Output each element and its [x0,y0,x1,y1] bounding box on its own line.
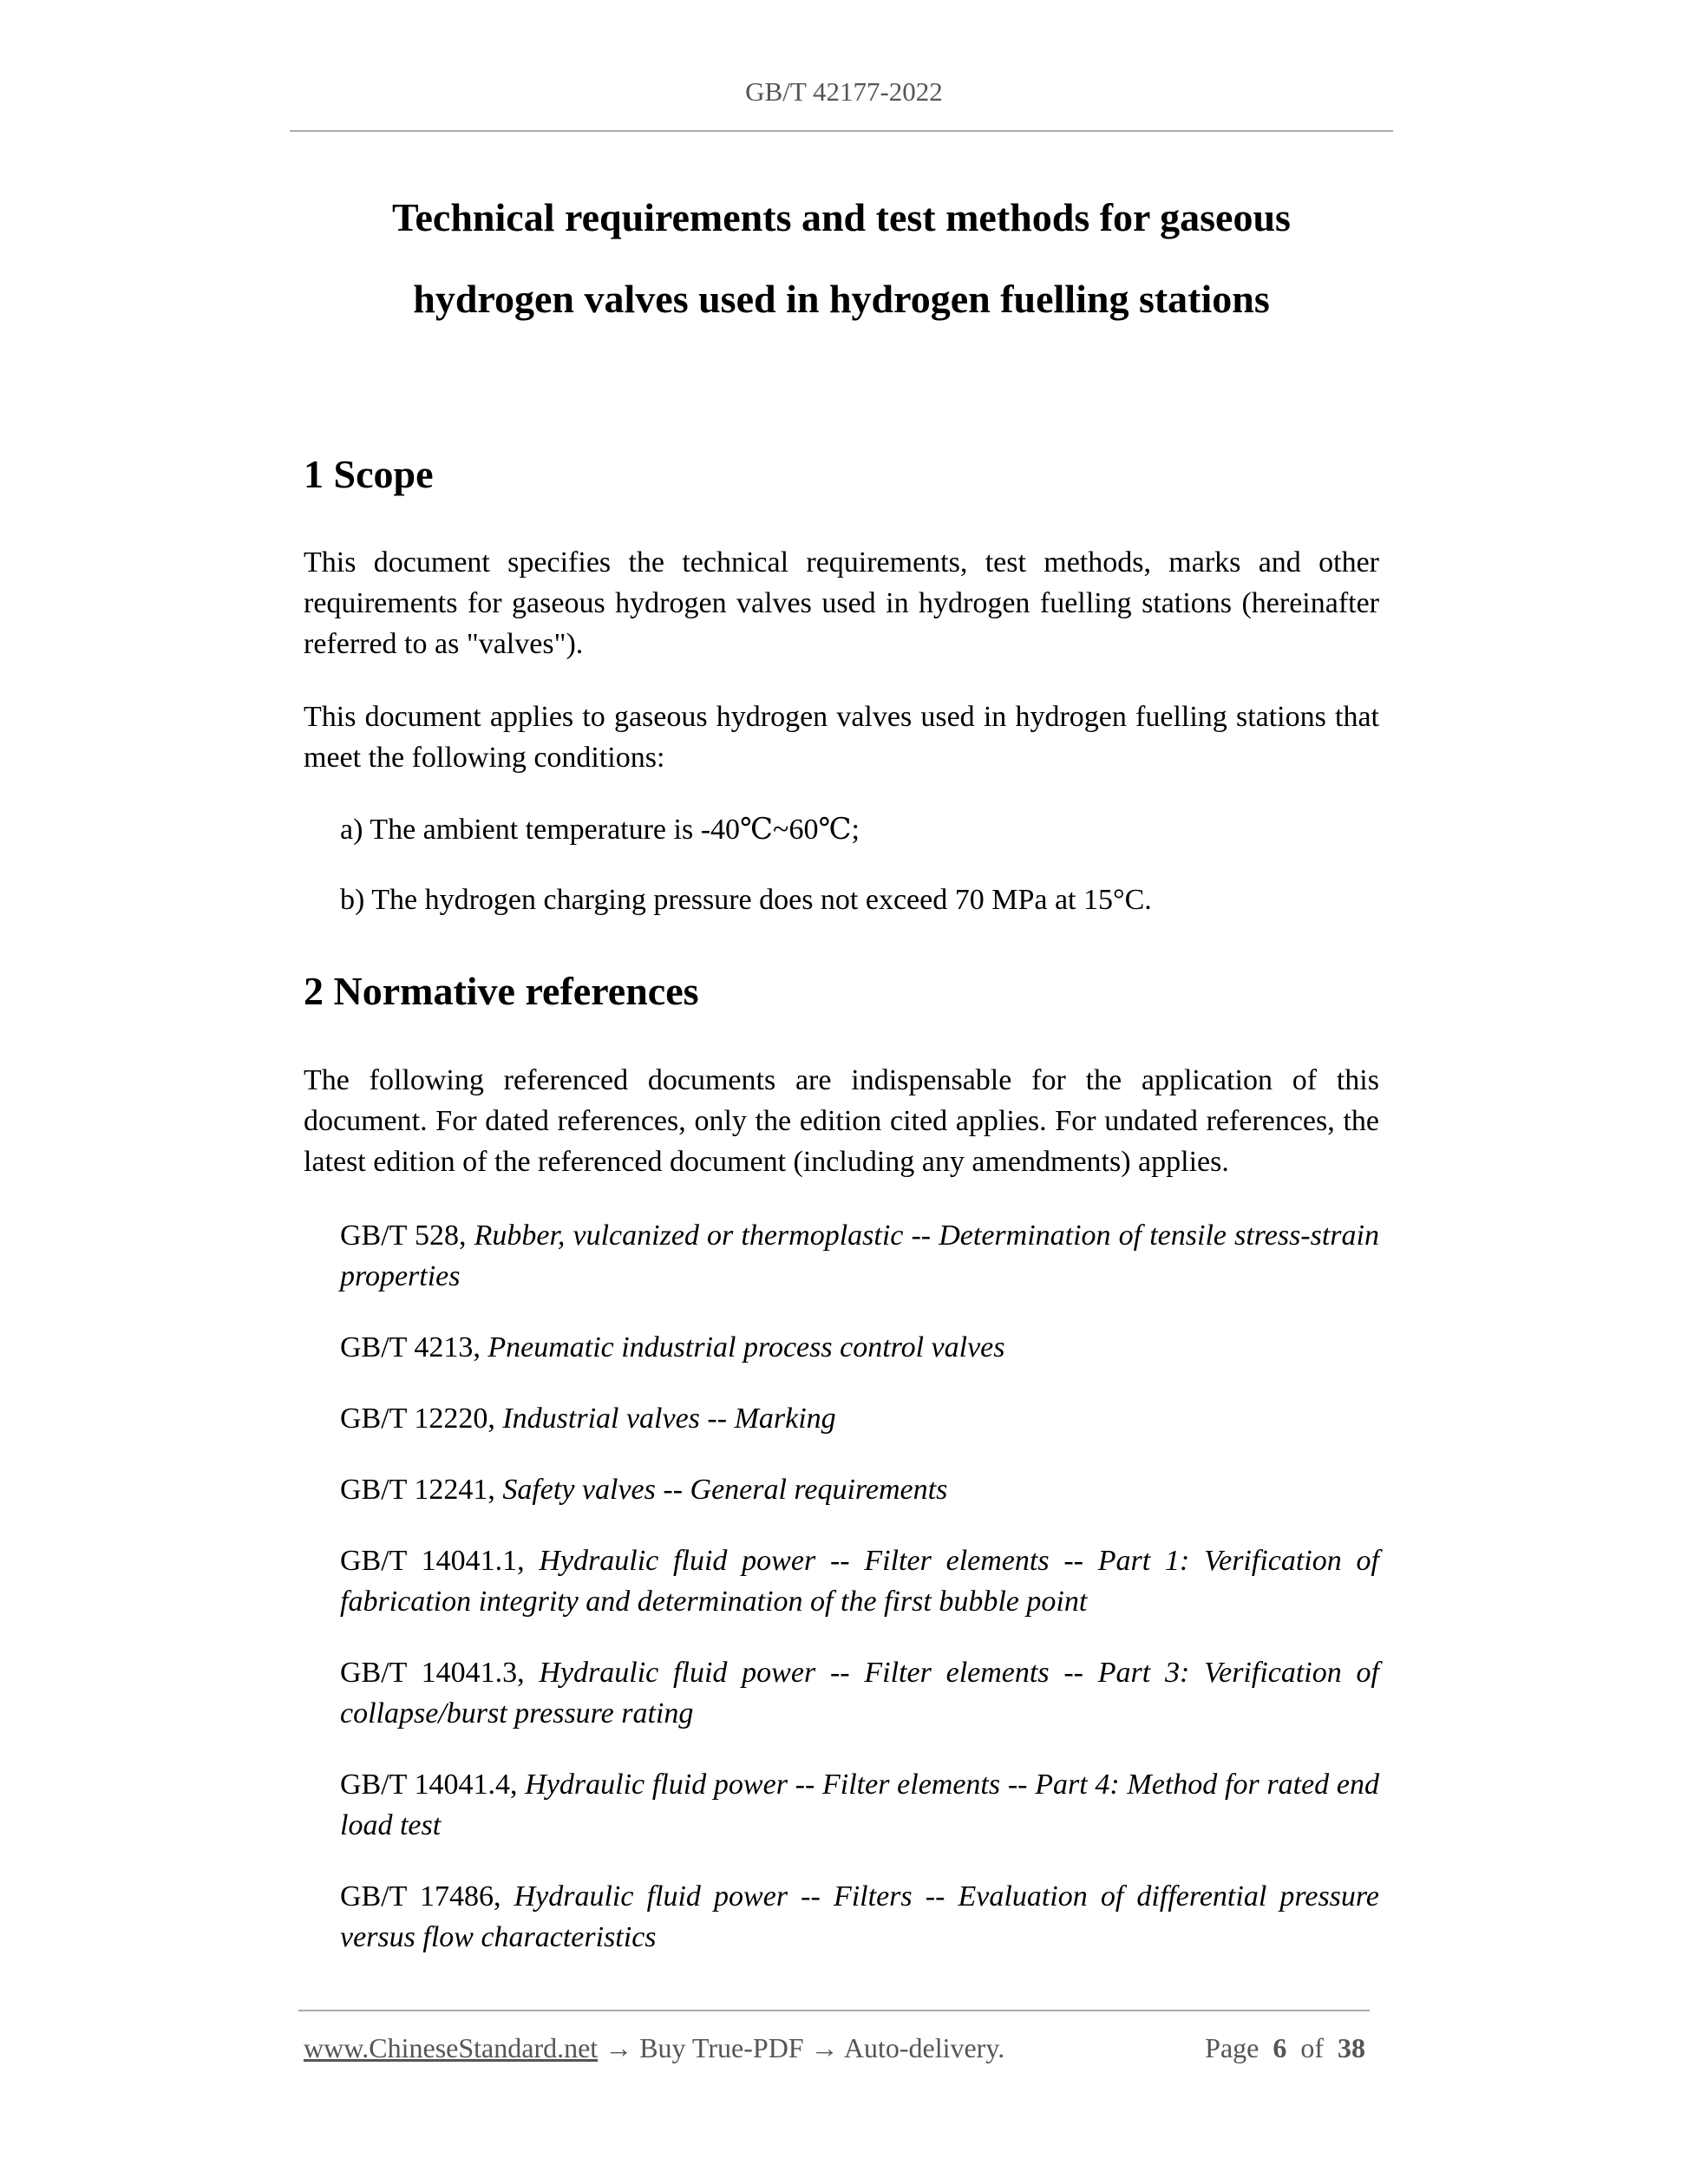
section-heading-scope: 1 Scope [304,452,434,496]
section-heading-normative-references: 2 Normative references [304,969,699,1013]
reference-title: Pneumatic industrial process control valves [487,1331,1005,1363]
reference-title: Hydraulic fluid power -- Filter elements -- Part 1: Verification of fabrication integrity and determination of the first bubble point [340,1545,1379,1618]
reference-code: GB/T 528, [340,1220,474,1252]
reference-code: GB/T 17486, [340,1880,514,1913]
site-link[interactable]: www.ChineseStandard.net [304,2032,599,2063]
reference-item [340,1876,1379,1958]
reference-code: GB/T 12220, [340,1403,503,1435]
normative-references-paragraph: The following referenced documents are indispensable for the application of this document. For dated references, only the edition cited applies. For undated references, the latest edition of the referenced document (including any amendments) applies. [304,1064,1379,1178]
reference-title: Hydraulic fluid power -- Filters -- Evaluation of differential pressure versus flow characteristics [340,1880,1379,1953]
document-title-line-2: hydrogen valves used in hydrogen fuelling stations [413,277,1270,321]
reference-code: GB/T 12241, [340,1474,503,1506]
reference-title: Industrial valves -- Marking [502,1403,836,1435]
page-number: 6 [1273,2032,1287,2063]
reference-code: GB/T 14041.4, [340,1769,526,1801]
footer-tagline: → Buy True-PDF → Auto-delivery. [598,2032,1005,2063]
document-title-line-1: Technical requirements and test methods for gaseous [392,195,1291,239]
reference-item [340,1215,1379,1297]
reference-title: Safety valves -- General requirements [502,1474,948,1506]
reference-item [340,1652,1379,1734]
reference-item [340,1327,1379,1368]
header-standard-code: GB/T 42177-2022 [745,76,943,107]
reference-code: GB/T 14041.3, [340,1657,540,1689]
page-label: Page [1205,2032,1259,2063]
reference-code: GB/T 14041.1, [340,1545,540,1577]
reference-item [340,1764,1379,1846]
scope-paragraph-1: This document specifies the technical requirements, test methods, marks and other requirements for gaseous hydrogen valves used in hydrogen fuelling stations (hereinafter referred to as "valves"). [304,546,1379,660]
reference-title: Hydraulic fluid power -- Filter elements -- Part 3: Verification of collapse/burst pressure rating [340,1657,1379,1730]
scope-condition-b: b) The hydrogen charging pressure does not exceed 70 MPa at 15°C. [340,884,1152,916]
reference-title: Rubber, vulcanized or thermoplastic -- Determination of tensile stress-strain properties [340,1220,1379,1292]
of-label: of [1300,2032,1324,2063]
document-title [290,177,1393,340]
reference-title: Hydraulic fluid power -- Filter elements -- Part 4: Method for rated end load test [340,1769,1379,1841]
footer [304,2032,1371,2064]
reference-item [340,1398,1379,1439]
header-divider [290,130,1393,132]
footer-divider [298,2010,1370,2011]
reference-item [340,1540,1379,1622]
scope-condition-a: a) The ambient temperature is -40℃~60℃; [340,814,860,846]
page-total: 38 [1338,2032,1365,2063]
reference-item [340,1469,1379,1510]
page-indicator [1205,2032,1365,2064]
scope-paragraph-2: This document applies to gaseous hydrogen valves used in hydrogen fuelling stations that meet the following conditions: [304,701,1379,774]
reference-code: GB/T 4213, [340,1331,488,1363]
